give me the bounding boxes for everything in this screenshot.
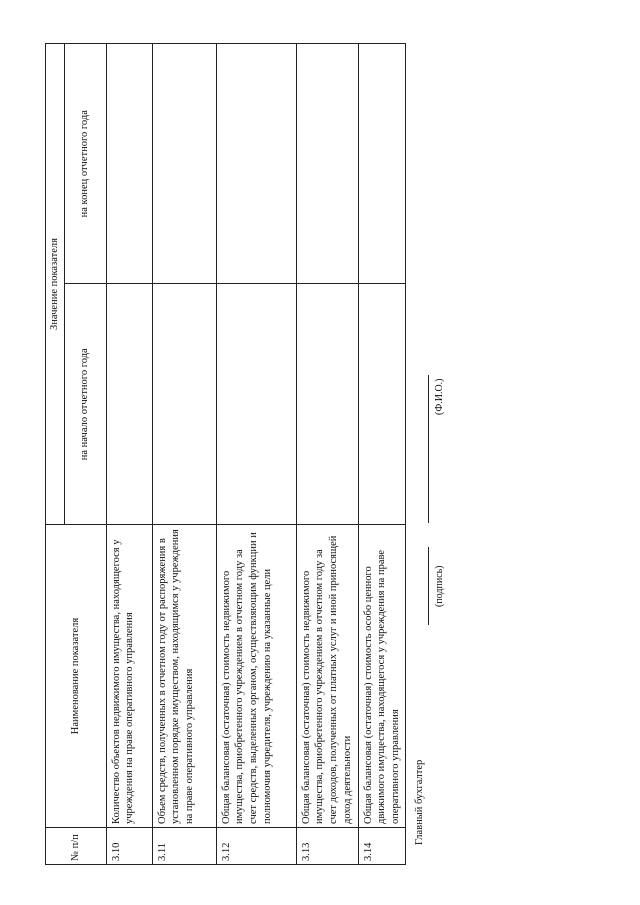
row-indicator-name: Общая балансовая (остаточная) стоимость недвижимого имущества, приобретенного учреждением в отчетном году за счет средств, выделенных органом, осуществляющим функции и полномочия учредителя, учреждению на указанные цели	[216, 525, 296, 828]
header-start-of-year: на начало отчетного года	[64, 284, 106, 525]
full-name-caption: (Ф.И.О.)	[434, 378, 445, 415]
row-end-value[interactable]	[296, 44, 358, 285]
header-indicator-value: Значение показателя	[46, 44, 65, 525]
row-number: 3.13	[296, 828, 358, 865]
row-start-value[interactable]	[296, 284, 358, 525]
row-number: 3.12	[216, 828, 296, 865]
row-end-value[interactable]	[216, 44, 296, 285]
table-row	[106, 44, 152, 865]
row-number: 3.11	[152, 828, 216, 865]
property-indicators-table	[45, 43, 406, 865]
table-row	[296, 44, 358, 865]
chief-accountant-label: Главный бухгалтер	[414, 759, 425, 845]
row-start-value[interactable]	[216, 284, 296, 525]
row-number: 3.14	[358, 828, 405, 865]
row-indicator-name: Общая балансовая (остаточная) стоимость особо ценного движимого имущества, находящегося у учреждения на праве оперативного управления	[358, 525, 405, 828]
signature-block	[410, 378, 470, 845]
table-row	[358, 44, 405, 865]
row-indicator-name: Объем средств, полученных в отчетном году от распоряжения в установленном порядке имуществом, находящимся у учреждения на праве оперативного управления	[152, 525, 216, 828]
full-name-line	[428, 375, 429, 523]
row-start-value[interactable]	[106, 284, 152, 525]
row-end-value[interactable]	[152, 44, 216, 285]
row-number: 3.10	[106, 828, 152, 865]
header-end-of-year: на конец отчетного года	[64, 44, 106, 285]
row-start-value[interactable]	[358, 284, 405, 525]
table-header-row	[46, 44, 65, 865]
row-end-value[interactable]	[358, 44, 405, 285]
table-row	[152, 44, 216, 865]
header-number: № п/п	[46, 828, 107, 865]
row-start-value[interactable]	[152, 284, 216, 525]
row-indicator-name: Общая балансовая (остаточная) стоимость недвижимого имущества, приобретенного учреждением в отчетном году за счет доходов, полученных от платных услуг и иной приносящей доход деятельности	[296, 525, 358, 828]
row-end-value[interactable]	[106, 44, 152, 285]
row-indicator-name: Количество объектов недвижимого имущества, находящегося у учреждения на праве оперативного управления	[106, 525, 152, 828]
table-row	[216, 44, 296, 865]
header-indicator-name: Наименование показателя	[46, 525, 107, 828]
signature-caption: (подпись)	[434, 565, 445, 607]
signature-line	[428, 547, 429, 625]
